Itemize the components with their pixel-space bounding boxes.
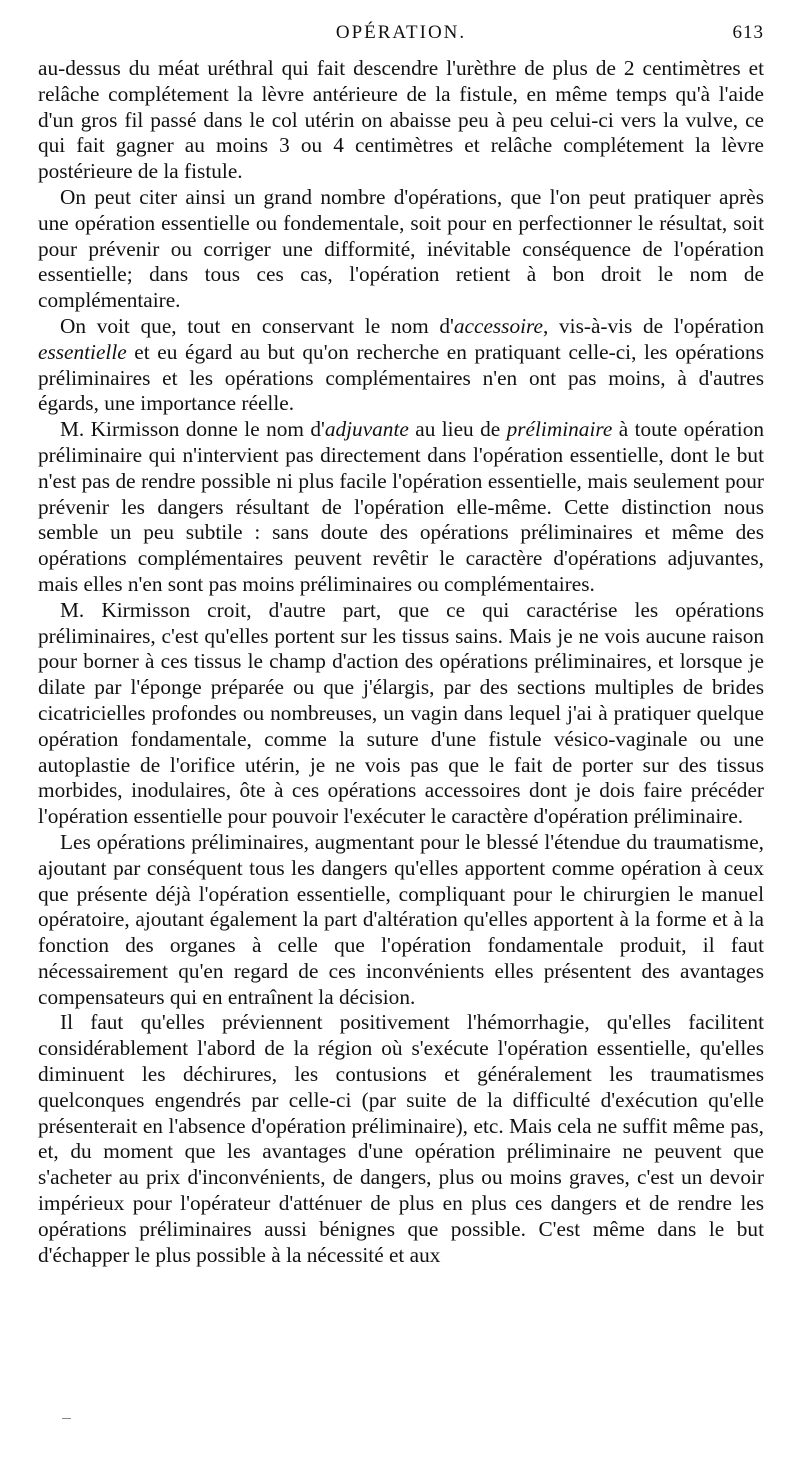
text-run: On peut citer ainsi un grand nombre d'opérations, que l'on peut pratiquer après une opération essentielle ou fondementale, soit pour en perfectionner le résultat, soit pour prévenir ou corriger une difformité, inévitable conséquence de l'opération essentielle; dans tous ces cas, l'opération retient à bon droit le nom de complémentaire. [38,184,764,313]
page-number: 613 [732,22,764,43]
running-title: OPÉRATION. [335,22,467,43]
text-run: M. Kirmisson croit, d'autre part, que ce qui caractérise les opérations préliminaires, c'est qu'elles portent sur les tissus sains. Mais je ne vois aucune raison pour borner à ces tissus le champ d'action des opérations préliminaires, et lorsque je dilate par l'éponge préparée ou que j'élargis, par des sections multiples de brides cicatricielles profondes ou nombreuses, un vagin dans lequel j'ai à pratiquer quelque opération fondamentale, comme la suture d'une fistule vésico-vaginale ou une autoplastie de l'orifice utérin, je ne vois pas que le fait de porter sur des tissus morbides, inodulaires, ôte à ces opérations accessoires dont je dois faire précéder l'opération essentielle pour pouvoir l'exécuter le caractère d'opération préliminaire. [38,597,764,829]
paragraph [38,185,764,314]
book-page [38,22,764,1268]
body-text [38,56,764,1268]
text-run: au-dessus du méat uréthral qui fait descendre l'urèthre de plus de 2 centimètres et relâche complétement la lèvre antérieure de la fistule, en même temps qu'à l'aide d'un gros fil passé dans le col utérin on abaisse peu à peu celui-ci vers la vulve, ce qui fait gagner au moins 3 ou 4 centimètres et relâche complétement la lèvre postérieure de la fistule. [38,56,764,184]
text-run: à toute opération préliminaire qui n'intervient pas directement dans l'opération essentielle, dont le but n'est pas de rendre possible ni plus facile l'opération essentielle, mais seulement pour prévenir les dangers résultant de l'opération elle-même. Cette distinction nous semble un peu subtile : sans doute des opérations préliminaires et même des opérations complémentaires peuvent revêtir le caractère d'opérations adjuvantes, mais elles n'en sont pas moins préliminaires ou complémentaires. [38,417,765,596]
text-run: , vis-à-vis de l'opération [543,313,764,338]
text-run: Les opérations préliminaires, augmentant pour le blessé l'étendue du traumatisme, ajoutant par conséquent tous les dangers qu'elles apportent comme opération à ceux que présente déjà l'opération essentielle, compliquant pour le chirurgien le manuel opératoire, ajoutant également la part d'altération qu'elles apportent à la forme et à la fonction des organes à celle que l'opération fondamentale produit, il faut nécessairement qu'en regard de ces inconvénients elles présentent des avantages compensateurs qui en entraînent la décision. [38,829,764,1009]
text-run: On voit que, tout en conservant le nom d' [60,313,454,338]
italic-term: accessoire [453,313,543,338]
paragraph [38,314,764,417]
paragraph [38,598,764,830]
paragraph [38,830,764,1011]
stray-print-mark [62,1418,71,1419]
italic-term: adjuvante [324,417,409,442]
paragraph [38,1010,764,1268]
text-run: et eu égard au but qu'on recherche en pratiquant celle-ci, les opérations préliminaires et les opérations complémentaires n'en ont pas moins, à d'autres égards, une importance réelle. [38,339,764,416]
text-run: M. Kirmisson donne le nom d' [60,417,325,442]
running-header [38,22,764,56]
italic-term: préliminaire [506,417,613,442]
text-run: Il faut qu'elles préviennent positivement l'hémorrhagie, qu'elles facilitent considérablement l'abord de la région où s'exécute l'opération essentielle, qu'elles diminuent les déchirures, les contusions et généralement les traumatismes quelconques engendrés par celle-ci (par suite de la difficulté d'exécution qu'elle présenterait en l'absence d'opération préliminaire), etc. Mais cela ne suffit même pas, et, du moment que les avantages d'une opération préliminaire ne peuvent que s'acheter au prix d'inconvénients, de dangers, plus ou moins graves, c'est un devoir impérieux pour l'opérateur d'atténuer de plus en plus ces dangers et de rendre les opérations préliminaires aussi bénignes que possible. C'est même dans le but d'échapper le plus possible à la nécessité et aux [38,1010,764,1267]
italic-term: essentielle [38,339,127,364]
text-run: au lieu de [408,417,507,442]
paragraph [38,56,764,185]
paragraph [38,417,764,598]
